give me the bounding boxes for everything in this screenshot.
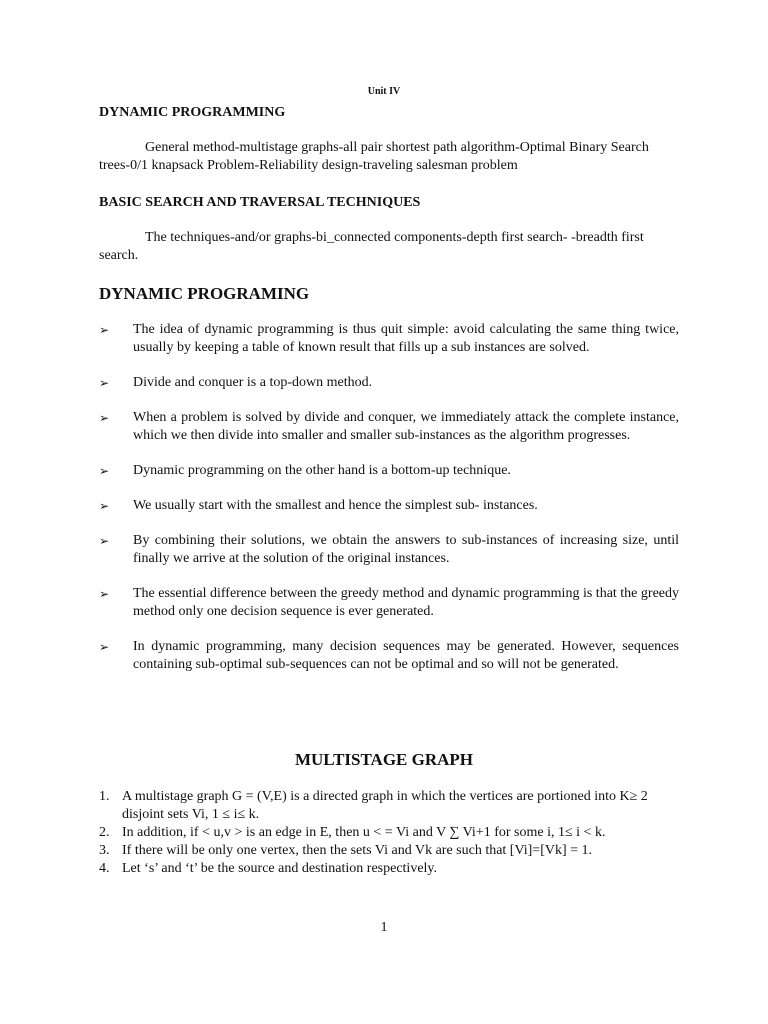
section2-heading: BASIC SEARCH AND TRAVERSAL TECHNIQUES (99, 195, 421, 210)
list-item (99, 409, 679, 445)
list-item (99, 842, 679, 860)
bullet-text: The essential difference between the greedy method and dynamic programming is that the greedy method only one decision sequence is ever generated. (133, 586, 679, 619)
unit-label: Unit IV (367, 86, 401, 97)
item-number: 4. (99, 861, 110, 876)
list-item (99, 462, 679, 480)
arrow-bullet-icon: ➢ (99, 411, 110, 425)
item-text: Let ‘s’ and ‘t’ be the source and destination respectively. (122, 861, 438, 876)
multistage-numbered-list (99, 788, 679, 878)
arrow-bullet-icon: ➢ (99, 499, 110, 513)
list-item (99, 788, 679, 824)
list-item (99, 497, 679, 515)
bullet-text: The idea of dynamic programming is thus quit simple: avoid calculating the same thing twice, usually by keeping a table of known result that fills up a sub instances are solved. (133, 322, 679, 355)
item-text: A multistage graph G = (V,E) is a directed graph in which the vertices are portioned into K≥ 2 disjoint sets Vi, 1 ≤ i≤ k. (122, 789, 648, 822)
bullet-text: We usually start with the smallest and hence the simplest sub- instances. (133, 498, 538, 513)
arrow-bullet-icon: ➢ (99, 323, 110, 337)
arrow-bullet-icon: ➢ (99, 464, 110, 478)
bullet-text: When a problem is solved by divide and conquer, we immediately attack the complete instance, which we then divide into smaller and smaller sub-instances as the algorithm progresses. (133, 410, 679, 443)
bullet-text: Divide and conquer is a top-down method. (133, 375, 373, 390)
list-item (99, 374, 679, 392)
arrow-bullet-icon: ➢ (99, 534, 110, 548)
arrow-bullet-icon: ➢ (99, 376, 110, 390)
item-text: If there will be only one vertex, then the sets Vi and Vk are such that [Vi]=[Vk] = 1. (122, 843, 593, 858)
dp-heading: DYNAMIC PROGRAMING (99, 284, 310, 303)
section2-text: The techniques-and/or graphs-bi_connected components-depth first search- -breadth first search. (99, 230, 644, 263)
page-number: 1 (380, 920, 388, 935)
bullet-text: In dynamic programming, many decision sequences may be generated. However, sequences containing sub-optimal sub-sequences can not be optimal and so will not be generated. (133, 639, 679, 672)
list-item (99, 638, 679, 674)
list-item (99, 532, 679, 568)
bullet-text: By combining their solutions, we obtain the answers to sub-instances of increasing size, until finally we arrive at the solution of the original instances. (133, 533, 679, 566)
item-number: 3. (99, 843, 110, 858)
section1-text: General method-multistage graphs-all pair shortest path algorithm-Optimal Binary Search trees-0/1 knapsack Problem-Reliability design-traveling salesman problem (99, 140, 649, 173)
dp-bullet-list (99, 321, 679, 691)
item-number: 2. (99, 825, 110, 840)
list-item (99, 585, 679, 621)
item-number: 1. (99, 789, 110, 804)
list-item (99, 824, 679, 842)
multistage-heading: MULTISTAGE GRAPH (294, 750, 474, 769)
item-text: In addition, if < u,v > is an edge in E, then u < = Vi and V ∑ Vi+1 for some i, 1≤ i < k. (122, 825, 606, 840)
list-item (99, 321, 679, 357)
arrow-bullet-icon: ➢ (99, 587, 110, 601)
list-item (99, 860, 679, 878)
section1-heading: DYNAMIC PROGRAMMING (99, 105, 286, 120)
arrow-bullet-icon: ➢ (99, 640, 110, 654)
bullet-text: Dynamic programming on the other hand is a bottom-up technique. (133, 463, 511, 478)
